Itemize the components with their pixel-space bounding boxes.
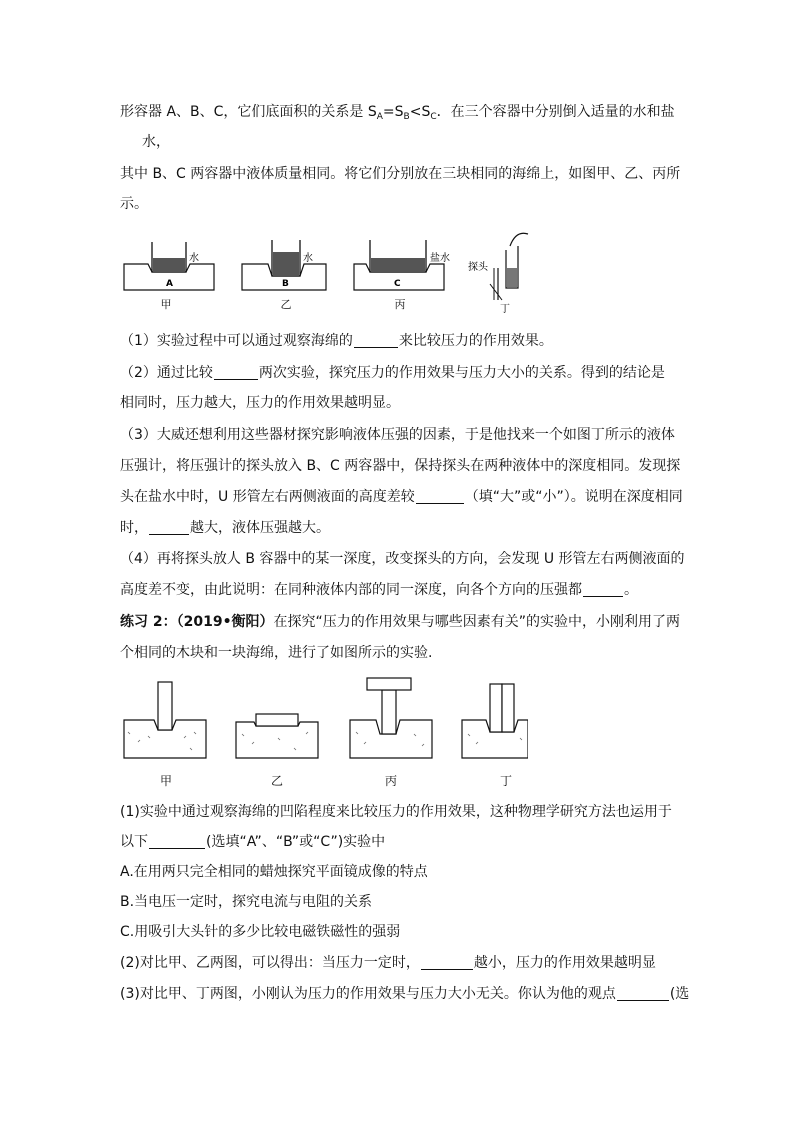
answer-blank[interactable] <box>149 834 205 849</box>
intro-text: 形容器 A、B、C，它们底面积的关系是 S <box>120 104 377 120</box>
subscript: A <box>376 112 383 122</box>
sponge-block-yi <box>236 714 318 758</box>
q2-part3 <box>120 984 689 1004</box>
intro-line-2: 水， <box>142 134 170 150</box>
q1-part3-line2: 压强计，将压强计的探头放入 B、C 两容器中，保持探头在两种液体中的深度相同。发现探 <box>120 458 681 474</box>
intro-text: ．在三个容器中分别倒入适量的水和盐 <box>436 104 675 120</box>
q2-part1-line2 <box>120 832 385 852</box>
text: 越大，液体压强越大。 <box>190 520 330 536</box>
q2-option-b: B.当电压一定时，探究电流与电阻的关系 <box>120 894 373 910</box>
label-b: B <box>282 279 289 289</box>
q2-option-a: A.在用两只完全相同的蜡烛探究平面镜成像的特点 <box>120 864 428 880</box>
text: 两次实验，探究压力的作用效果与压力大小的关系。得到的结论是 <box>258 365 665 381</box>
intro-line-3: 其中 B、C 两容器中液体质量相同。将它们分别放在三块相同的海绵上，如图甲、乙、丙所 <box>120 166 681 182</box>
q1-part1 <box>120 331 553 351</box>
text: (3)对比甲、丁两图，小刚认为压力的作用效果与压力大小无关。你认为他的观点 <box>120 986 616 1002</box>
water-label-2: 水 <box>303 253 313 264</box>
label-a: A <box>166 279 173 289</box>
text: 高度差不变，由此说明：在同种液体内部的同一深度，向各个方向的压强都 <box>120 582 582 598</box>
exercise2-line1 <box>120 612 680 632</box>
water-label-1: 水 <box>189 253 199 264</box>
text: 头在盐水中时，U 形管左右两侧液面的高度差较 <box>120 489 415 505</box>
cap-yi-fig1: 乙 <box>280 298 292 311</box>
exercise2-line2: 个相同的木块和一块海绵，进行了如图所示的实验. <box>120 645 433 661</box>
cap-ding-fig2: 丁 <box>499 774 512 788</box>
text: （2）通过比较 <box>120 365 213 381</box>
text: 在探究“压力的作用效果与哪些因素有关”的实验中，小刚利用了两 <box>273 614 681 630</box>
intro-line-1 <box>120 102 675 127</box>
answer-blank[interactable] <box>416 489 464 504</box>
text: （1）实验过程中可以通过观察海绵的 <box>120 333 353 349</box>
q1-part4-line1: （4）再将探头放人 B 容器中的某一深度，改变探头的方向，会发现 U 形管左右两侧液面的 <box>120 551 685 567</box>
q2-part1-line1: (1)实验中通过观察海绵的凹陷程度来比较压力的作用效果，这种物理学研究方法也运用于 <box>120 804 672 820</box>
sponge-block-bing <box>350 678 432 758</box>
text: (选 <box>669 986 690 1002</box>
sponge-block-ding <box>462 684 528 758</box>
intro-line-4: 示。 <box>120 196 148 212</box>
cap-ding-fig1: 丁 <box>500 304 510 314</box>
cap-jia-fig2: 甲 <box>159 774 172 788</box>
text: 时， <box>120 520 148 536</box>
text: 越小，压力的作用效果越明显 <box>473 955 656 971</box>
cap-bing-fig1: 丙 <box>394 298 406 311</box>
intro-text: <S <box>409 104 431 120</box>
answer-blank[interactable] <box>354 333 398 348</box>
answer-blank[interactable] <box>149 520 189 535</box>
cap-yi-fig2: 乙 <box>270 774 283 788</box>
text: (选填“A”、“B”或“C”)实验中 <box>206 834 386 850</box>
container-b <box>272 240 300 276</box>
answer-blank[interactable] <box>214 365 258 380</box>
q1-part3-line1: （3）大威还想利用这些器材探究影响液体压强的因素，于是他找来一个如图丁所示的液体 <box>120 427 675 443</box>
q1-part4-line2 <box>120 580 638 600</box>
q1-part3-line3 <box>120 487 683 507</box>
text: （填“大”或“小”）。说明在深度相同 <box>464 489 683 505</box>
container-c <box>370 240 426 272</box>
probe-label: 探头 <box>468 262 488 273</box>
text: (2)对比甲、乙两图，可以得出：当压力一定时， <box>120 955 420 971</box>
q1-part2-cont: 相同时，压力越大，压力的作用效果越明显。 <box>120 395 400 411</box>
answer-blank[interactable] <box>617 986 669 1001</box>
q1-part2 <box>120 363 665 383</box>
sponge-block-jia <box>124 682 206 758</box>
text: 以下 <box>120 834 148 850</box>
q2-option-c: C.用吸引大头针的多少比较电磁铁磁性的强弱 <box>120 924 401 940</box>
cap-jia-fig1: 甲 <box>160 298 172 311</box>
label-c: C <box>394 279 401 289</box>
answer-blank[interactable] <box>583 582 623 597</box>
text: 。 <box>624 582 638 598</box>
answer-blank[interactable] <box>421 955 473 970</box>
intro-text: =S <box>382 104 404 120</box>
container-a <box>152 242 186 272</box>
q1-part3-line4 <box>120 518 330 538</box>
subscript: B <box>403 112 410 122</box>
cap-bing-fig2: 丙 <box>384 774 397 788</box>
figure-sponges-blocks <box>118 672 528 764</box>
q2-part2 <box>120 953 656 973</box>
text: 来比较压力的作用效果。 <box>398 333 553 349</box>
salt-water-label: 盐水 <box>430 253 450 264</box>
figure-containers-sponges <box>118 228 538 314</box>
pressure-gauge <box>490 233 528 300</box>
exercise-title: 练习 2：（2019•衡阳） <box>120 614 274 630</box>
subscript: C <box>430 112 437 122</box>
